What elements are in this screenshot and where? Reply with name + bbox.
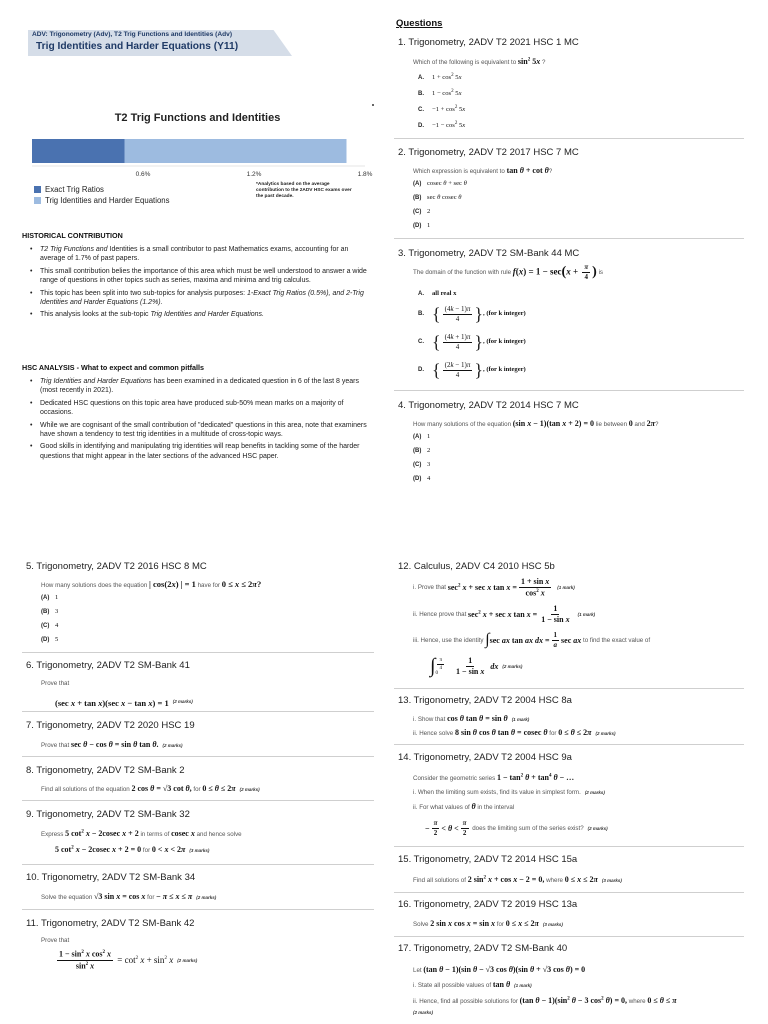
historical-bullet-4: • This analysis looks at the sub-topic Trig Identities and Harder Equations. bbox=[30, 310, 375, 319]
q17-title: 17. Trigonometry, 2ADV T2 SM-Bank 40 bbox=[398, 943, 568, 954]
q5-option-a[interactable]: (A) 1 bbox=[41, 594, 59, 601]
legend-label-identities: Trig Identities and Harder Equations bbox=[45, 196, 170, 205]
q13-part-i: i. Show that cos θ tan θ = sin θ (1 mark) bbox=[413, 714, 530, 723]
q3-option-d[interactable]: D. { $\frac{(2k - 1)\pi}{4}$ } , (for k integer) bbox=[418, 360, 526, 380]
q12-title: 12. Calculus, 2ADV C4 2010 HSC 5b bbox=[398, 561, 555, 572]
q6-title: 6. Trigonometry, 2ADV T2 SM-Bank 41 bbox=[26, 660, 190, 671]
q3-option-c[interactable]: C. { $\frac{(4k + 1)\pi}{4}$ } , (for k integer) bbox=[418, 332, 526, 352]
q14-part-ii: ii. For what values of θ in the interval bbox=[413, 802, 515, 811]
q12-integral: ∫ $\frac{\pi}{4}$ 0 $\frac{1}{\text{1 − sin x}}$ dx (2 marks) bbox=[430, 655, 523, 677]
q4-text: How many solutions of the equation (sin x − 1)(tan x + 2) = 0 lie between 0 and 2π? bbox=[413, 419, 659, 428]
q4-option-a[interactable]: (A) 1 bbox=[413, 433, 431, 440]
q9-title: 9. Trigonometry, 2ADV T2 SM-Bank 32 bbox=[26, 809, 190, 820]
q9-equation: 5 $\cot^2 x - 2cosec$ x + 2 = 0 for 0 < x < 2π (3 marks) bbox=[55, 845, 210, 854]
divider bbox=[394, 936, 744, 937]
q12-part-iii: iii. Hence, use the identity ∫ sec ax tan ax dx = $\frac{1}{a}$ sec ax to find the exact value of bbox=[413, 630, 651, 649]
q11-text: Prove that bbox=[41, 937, 70, 944]
q5-title: 5. Trigonometry, 2ADV T2 2016 HSC 8 MC bbox=[26, 561, 207, 572]
historical-bullet-2: • This small contribution belies the importance of this area which must be well understood to answer a wide range of questions in other topics such as series, maxima and minima and trig calculus. bbox=[30, 267, 375, 286]
divider bbox=[22, 800, 374, 801]
q8-text: Find all solutions of the equation 2 cos θ = √3 cot θ, for 0 ≤ θ ≤ 2π (2 marks) bbox=[41, 784, 260, 793]
x-tick-label: 0.6% bbox=[135, 171, 151, 178]
divider bbox=[394, 846, 744, 847]
q4-option-b[interactable]: (B) 2 bbox=[413, 447, 431, 454]
q1-title: 1. Trigonometry, 2ADV T2 2021 HSC 1 MC bbox=[398, 37, 579, 48]
q4-option-c[interactable]: (C) 3 bbox=[413, 461, 431, 468]
q2-option-a[interactable]: (A) cosec θ + sec θ bbox=[413, 180, 467, 187]
divider bbox=[22, 909, 374, 910]
divider bbox=[394, 238, 744, 239]
q6-expression: (sec x + tan x)(sec x − tan x) = 1 (2 marks) bbox=[55, 698, 193, 708]
q1-option-c[interactable]: C. $-1 + \cos^2 5x$ bbox=[418, 105, 466, 114]
q13-title: 13. Trigonometry, 2ADV T2 2004 HSC 8a bbox=[398, 695, 572, 706]
q16-title: 16. Trigonometry, 2ADV T2 2019 HSC 13a bbox=[398, 899, 578, 910]
analysis-bullet-4: • Good skills in identifying and manipulating trig identities will reap benefits in tackling some of the harder questions that might appear in the later sections of the advanced HSC paper. bbox=[30, 442, 375, 461]
legend-swatch-identities bbox=[34, 197, 41, 204]
analysis-heading: HSC ANALYSIS - What to expect and common pitfalls bbox=[22, 363, 204, 372]
historical-bullet-1: • T2 Trig Functions and Identities is a small contributor to past Mathematics exams, accounting for an average of 1.7% of past papers. bbox=[30, 245, 375, 264]
chart-legend bbox=[34, 185, 170, 205]
q2-title: 2. Trigonometry, 2ADV T2 2017 HSC 7 MC bbox=[398, 147, 579, 158]
q5-text: How many solutions does the equation | cos(2x) | = 1 have for 0 ≤ x ≤ 2π? bbox=[41, 579, 262, 589]
q17-part-ii: ii. Hence, find all possible solutions for (tan $\theta - 1)(\sin^2$ θ − 3 $\cos^2 \theta) = 0$, where 0 ≤ θ ≤ π bbox=[413, 996, 677, 1005]
divider bbox=[22, 756, 374, 757]
q15-text: Find all solutions of 2 $\sin^2 x + \cos x - 2 = 0$, where 0 ≤ x ≤ 2π (3 marks) bbox=[413, 875, 622, 884]
q4-option-d[interactable]: (D) 4 bbox=[413, 475, 431, 482]
bar-exact-trig-ratios bbox=[32, 139, 125, 163]
divider bbox=[394, 892, 744, 893]
q8-title: 8. Trigonometry, 2ADV T2 SM-Bank 2 bbox=[26, 765, 185, 776]
q12-part-i: i. Prove that $\sec^2 x + \sec x$ tan x = $\frac{\text{1 + sin x}}{\cos^2 x}$ (1 mark) bbox=[413, 577, 575, 598]
questions-heading: Questions bbox=[396, 18, 443, 29]
x-tick-label: 1.8% bbox=[357, 171, 373, 178]
chart-note: *Analytics based on the average contribution to the 2ADV HSC exams over the past decade. bbox=[256, 182, 352, 200]
q5-option-c[interactable]: (C) 4 bbox=[41, 622, 59, 629]
q10-title: 10. Trigonometry, 2ADV T2 SM-Bank 34 bbox=[26, 872, 196, 883]
q1-option-d[interactable]: D. $-1 - \cos^2 5x$ bbox=[418, 121, 466, 130]
q3-option-b[interactable]: B. { $\frac{(4k - 1)\pi}{4}$ } , (for k integer) bbox=[418, 304, 526, 324]
q15-title: 15. Trigonometry, 2ADV T2 2014 HSC 15a bbox=[398, 854, 578, 865]
q12-part-ii: ii. Hence prove that $\sec^2 x + \sec x$ tan x = $\frac{1}{\text{1 − sin x}}$ (1 mark) bbox=[413, 604, 596, 624]
q2-text: Which expression is equivalent to tan θ + cot θ? bbox=[413, 166, 553, 175]
analysis-bullet-2: • Dedicated HSC questions on this topic area have produced sub-50% mean marks on a majority of occasions. bbox=[30, 399, 375, 418]
historical-heading: HISTORICAL CONTRIBUTION bbox=[22, 231, 123, 240]
q1-option-b[interactable]: B. $1 - \cos^2 5x$ bbox=[418, 89, 462, 98]
q7-text: Prove that sec θ − cos θ = sin θ tan θ. (2 marks) bbox=[41, 740, 183, 749]
q14-part-i: i. When the limiting sum exists, find its value in simplest form. (2 marks) bbox=[413, 789, 605, 796]
q3-title: 3. Trigonometry, 2ADV T2 SM-Bank 44 MC bbox=[398, 248, 580, 259]
q2-option-d[interactable]: (D) 1 bbox=[413, 222, 431, 229]
q14-text: Consider the geometric series $1 - \tan^2 \theta + \tan^4 \theta$ − … bbox=[413, 773, 575, 782]
divider bbox=[22, 864, 374, 865]
q16-text: Solve 2 sin x cos x = sin x for 0 ≤ x ≤ 2π (3 marks) bbox=[413, 919, 563, 928]
page-title: Trig Identities and Harder Equations (Y11) bbox=[36, 41, 239, 52]
historical-bullet-3: • This topic has been split into two sub-topics for analysis purposes: 1-Exact Trig Ratios (0.5%), and 2-Trig Identities and Harder Equations (1.2%). bbox=[30, 289, 375, 308]
topic-breadcrumb: ADV: Trigonometry (Adv), T2 Trig Functions and Identities (Adv) bbox=[32, 31, 233, 38]
divider bbox=[394, 390, 744, 391]
analysis-list bbox=[30, 377, 375, 464]
q6-text: Prove that bbox=[41, 680, 70, 687]
q3-text: The domain of the function with rule f(x) = 1 − sec(x + $\frac{\pi}{4}$ ) is bbox=[413, 263, 604, 281]
divider bbox=[394, 744, 744, 745]
legend-label-exact: Exact Trig Ratios bbox=[45, 185, 104, 194]
q11-expression: $\frac{1 - \sin^2 x \cos^2 x}{\sin^2 x}$ = $\cot^2 x + \sin^2 x$ (2 marks) bbox=[59, 949, 198, 971]
q7-title: 7. Trigonometry, 2ADV T2 2020 HSC 19 bbox=[26, 720, 195, 731]
divider bbox=[394, 688, 744, 689]
q1-option-a[interactable]: A. $1 + \cos^2 5x$ bbox=[418, 73, 462, 82]
divider bbox=[394, 138, 744, 139]
q4-title: 4. Trigonometry, 2ADV T2 2014 HSC 7 MC bbox=[398, 400, 579, 411]
divider bbox=[22, 711, 374, 712]
q10-text: Solve the equation √3 sin x = cos x for − π ≤ x ≤ π (2 marks) bbox=[41, 892, 217, 901]
contribution-chart bbox=[30, 132, 373, 182]
q5-option-d[interactable]: (D) 5 bbox=[41, 636, 59, 643]
legend-swatch-exact bbox=[34, 186, 41, 193]
historical-list bbox=[30, 245, 375, 323]
q13-part-ii: ii. Hence solve 8 sin θ cos θ tan θ = cosec θ for 0 ≤ θ ≤ 2π (2 marks) bbox=[413, 728, 616, 737]
q11-title: 11. Trigonometry, 2ADV T2 SM-Bank 42 bbox=[26, 918, 195, 929]
q17-marks: (2 marks) bbox=[413, 1009, 434, 1015]
q14-interval: − $\frac{\pi}{2}$ < θ < $\frac{\pi}{2}$ does the limiting sum of the series exist? (2 marks) bbox=[425, 819, 608, 837]
q9-text: Express 5 $\cot^2 x - 2cosec$ x + 2 in terms of cosec x and hence solve bbox=[41, 829, 242, 838]
q5-option-b[interactable]: (B) 3 bbox=[41, 608, 59, 615]
divider bbox=[22, 652, 374, 653]
analysis-bullet-3: • While we are cognisant of the small contribution of "dedicated" questions in this area, note that examiners have shown a tendency to test trig identities in a multitude of cross-topic ways. bbox=[30, 421, 375, 440]
q2-option-c[interactable]: (C) 2 bbox=[413, 208, 431, 215]
bar-trig-identities bbox=[125, 139, 347, 163]
q17-let: Let (tan θ − 1)(sin θ − √3 cos θ)(sin θ + √3 cos θ) = 0 bbox=[413, 965, 586, 974]
q1-text: Which of the following is equivalent to $\sin^2 5x$ ? bbox=[413, 57, 546, 66]
analysis-bullet-1: • Trig Identities and Harder Equations has been examined in a dedicated question in 6 of the last 8 years (most recently in 2021). bbox=[30, 377, 375, 396]
q17-part-i: i. State all possible values of tan θ (1 mark) bbox=[413, 980, 532, 989]
chart-title: T2 Trig Functions and Identities bbox=[114, 112, 281, 124]
x-tick-label: 1.2% bbox=[246, 171, 262, 178]
dot-decoration bbox=[372, 104, 374, 106]
q14-title: 14. Trigonometry, 2ADV T2 2004 HSC 9a bbox=[398, 752, 572, 763]
q2-option-b[interactable]: (B) sec θ cosec θ bbox=[413, 194, 462, 201]
q3-option-a[interactable]: A. all real x bbox=[418, 290, 457, 297]
